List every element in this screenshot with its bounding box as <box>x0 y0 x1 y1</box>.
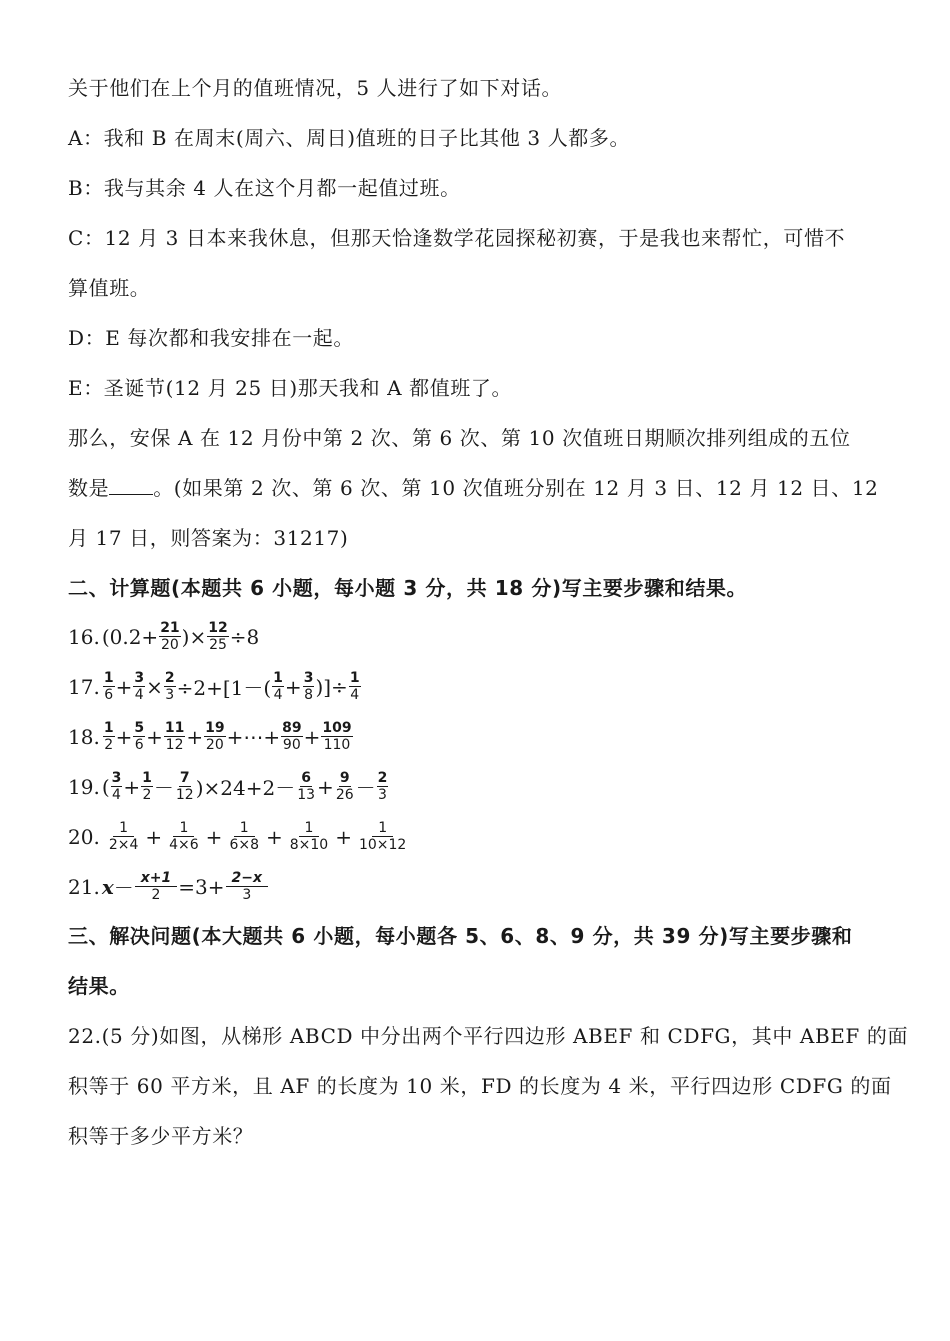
fraction <box>226 870 269 903</box>
plus-sign: + <box>186 724 204 749</box>
denominator: 8×10 <box>289 837 329 853</box>
expr-text: ( <box>101 774 110 799</box>
denominator: 12 <box>175 787 194 803</box>
numerator: 7 <box>179 770 190 786</box>
fraction <box>141 770 153 803</box>
expr-text: － <box>153 776 174 800</box>
denominator: 10×12 <box>358 837 407 853</box>
fraction <box>163 820 205 853</box>
problem-22-line-1: 22.(5 分)如图，从梯形 ABCD 中分出两个平行四边形 ABEF 和 CDFG，其中 ABEF 的面 <box>68 1024 909 1048</box>
numerator: 1 <box>173 820 194 837</box>
problem-16 <box>68 620 259 653</box>
denominator: 90 <box>282 737 301 753</box>
fraction <box>321 720 352 753</box>
denominator: 2 <box>142 787 152 803</box>
numerator: 1 <box>299 820 320 837</box>
intro-line-4: C：12 月 3 日本来我休息，但那天恰逢数学花园探秘初赛，于是我也来帮忙，可惜不 <box>68 226 846 250</box>
intro-line-2: A：我和 B 在周末(周六、周日)值班的日子比其他 3 人都多。 <box>68 126 631 150</box>
intro-line-10: 月 17 日，则答案为：31217) <box>68 526 349 550</box>
fraction <box>207 620 228 653</box>
fraction <box>335 770 355 803</box>
numerator: 9 <box>339 770 350 786</box>
numerator: 5 <box>134 720 145 736</box>
fraction <box>284 820 334 853</box>
variable: x <box>101 874 114 899</box>
expr-text: (0.2+ <box>101 624 159 649</box>
fraction <box>103 820 145 853</box>
expr-text: + <box>317 774 334 799</box>
fraction <box>103 720 115 753</box>
problem-20 <box>68 820 413 853</box>
fraction <box>296 770 316 803</box>
problem-number: 17. <box>68 674 100 699</box>
problem-number: 21. <box>68 874 100 899</box>
intro-line-7: E：圣诞节(12 月 25 日)那天我和 A 都值班了。 <box>68 376 513 400</box>
numerator: 1 <box>103 720 114 736</box>
problem-21 <box>68 870 269 903</box>
expr-text: － <box>113 876 134 900</box>
expr-text: × <box>146 674 163 699</box>
denominator: 4 <box>112 787 121 803</box>
fraction <box>303 670 315 703</box>
denominator: 6×8 <box>229 837 259 853</box>
denominator: 4 <box>134 687 144 703</box>
numerator: 3 <box>134 670 145 686</box>
section2-heading: 二、计算题(本题共 6 小题，每小题 3 分，共 18 分)写主要步骤和结果。 <box>68 576 748 600</box>
fraction <box>353 820 412 853</box>
fraction <box>133 720 145 753</box>
problem-number: 16. <box>68 624 100 649</box>
fraction <box>103 670 115 703</box>
problem-number: 20. <box>68 824 100 849</box>
denominator: 20 <box>205 737 224 753</box>
fraction <box>164 670 176 703</box>
plus-sign: + <box>335 824 352 849</box>
numerator: 1 <box>349 670 360 686</box>
denominator: 13 <box>297 787 316 803</box>
answer-suffix: 。(如果第 2 次、第 6 次、第 10 次值班分别在 12 月 3 日、12 月 12 日、12 <box>153 476 879 500</box>
problem-19 <box>68 770 389 803</box>
intro-line-3: B：我与其余 4 人在这个月都一起值过班。 <box>68 176 461 200</box>
denominator: 20 <box>161 637 179 653</box>
fraction <box>377 770 389 803</box>
numerator: 19 <box>205 720 225 736</box>
fraction <box>223 820 265 853</box>
problem-22-line-2: 积等于 60 平方米，且 AF 的长度为 10 米，FD 的长度为 4 米，平行四边形 CDFG 的面 <box>68 1074 892 1098</box>
fraction <box>135 870 178 903</box>
numerator: 11 <box>164 720 185 736</box>
numerator: x+1 <box>135 870 178 887</box>
denominator: 2 <box>104 737 114 753</box>
expr-text: =3+ <box>178 874 225 899</box>
numerator: 1 <box>103 670 114 686</box>
plus-sign: + <box>265 824 283 849</box>
plus-sign: + <box>115 724 133 749</box>
answer-prefix: 数是 <box>68 476 110 500</box>
numerator: 3 <box>303 670 314 686</box>
numerator: 3 <box>111 770 122 786</box>
expr-text: )× <box>181 624 207 649</box>
expr-text: + <box>284 674 302 699</box>
fraction <box>111 770 123 803</box>
denominator: 26 <box>335 787 354 803</box>
expr-text: )]÷ <box>315 674 348 699</box>
plus-sign: + <box>205 824 223 849</box>
plus-sign: + <box>303 724 321 749</box>
numerator: 6 <box>301 770 311 786</box>
intro-line-6: D：E 每次都和我安排在一起。 <box>68 326 354 350</box>
expr-text: + <box>123 774 141 799</box>
fraction <box>159 620 180 653</box>
denominator: 2 <box>151 887 161 903</box>
expr-text: + <box>115 674 133 699</box>
denominator: 4 <box>350 687 360 703</box>
fraction <box>164 720 185 753</box>
numerator: 2−x <box>226 870 269 887</box>
denominator: 3 <box>378 787 387 803</box>
intro-line-9 <box>68 474 878 502</box>
plus-sign: + <box>146 724 163 749</box>
numerator: 12 <box>208 620 228 636</box>
plus-sign: + <box>145 824 163 849</box>
denominator: 6 <box>134 737 144 753</box>
numerator: 2 <box>377 770 388 786</box>
fraction <box>272 670 284 703</box>
fraction <box>133 670 145 703</box>
denominator: 8 <box>304 687 314 703</box>
numerator: 1 <box>142 770 152 786</box>
intro-line-1: 关于他们在上个月的值班情况，5 人进行了如下对话。 <box>68 76 563 100</box>
intro-line-8: 那么，安保 A 在 12 月份中第 2 次、第 6 次、第 10 次值班日期顺次排列组成的五位 <box>68 426 851 450</box>
denominator: 4×6 <box>169 837 199 853</box>
denominator: 3 <box>242 887 252 903</box>
numerator: 1 <box>234 820 255 837</box>
expr-text: － <box>355 776 376 800</box>
denominator: 6 <box>104 687 114 703</box>
fraction <box>175 770 195 803</box>
numerator: 1 <box>113 820 134 837</box>
denominator: 3 <box>165 687 175 703</box>
section3-heading-line-1: 三、解决问题(本大题共 6 小题，每小题各 5、6、8、9 分，共 39 分)写主要步骤和 <box>68 924 853 948</box>
expr-text: ÷2+[1－( <box>176 676 272 700</box>
intro-line-5: 算值班。 <box>68 276 151 300</box>
section3-heading-line-2: 结果。 <box>68 974 130 998</box>
problem-number: 19. <box>68 774 100 799</box>
ellipsis: +⋯+ <box>226 724 281 749</box>
denominator: 4 <box>273 687 283 703</box>
problem-22-line-3: 积等于多少平方米？ <box>68 1124 254 1148</box>
fraction <box>349 670 361 703</box>
expr-text: )×24+2－ <box>195 776 296 800</box>
numerator: 1 <box>372 820 393 837</box>
problem-18 <box>68 720 354 753</box>
numerator: 89 <box>282 720 302 736</box>
numerator: 2 <box>164 670 175 686</box>
denominator: 110 <box>323 737 351 753</box>
fraction <box>281 720 302 753</box>
fraction <box>204 720 225 753</box>
expr-text: ÷8 <box>229 624 260 649</box>
numerator: 109 <box>322 720 352 736</box>
numerator: 1 <box>273 670 283 686</box>
denominator: 25 <box>209 637 227 653</box>
denominator: 12 <box>165 737 184 753</box>
problem-17 <box>68 670 362 703</box>
denominator: 2×4 <box>108 837 139 853</box>
problem-number: 18. <box>68 724 100 749</box>
answer-blank[interactable] <box>109 476 153 495</box>
numerator: 21 <box>160 620 180 636</box>
